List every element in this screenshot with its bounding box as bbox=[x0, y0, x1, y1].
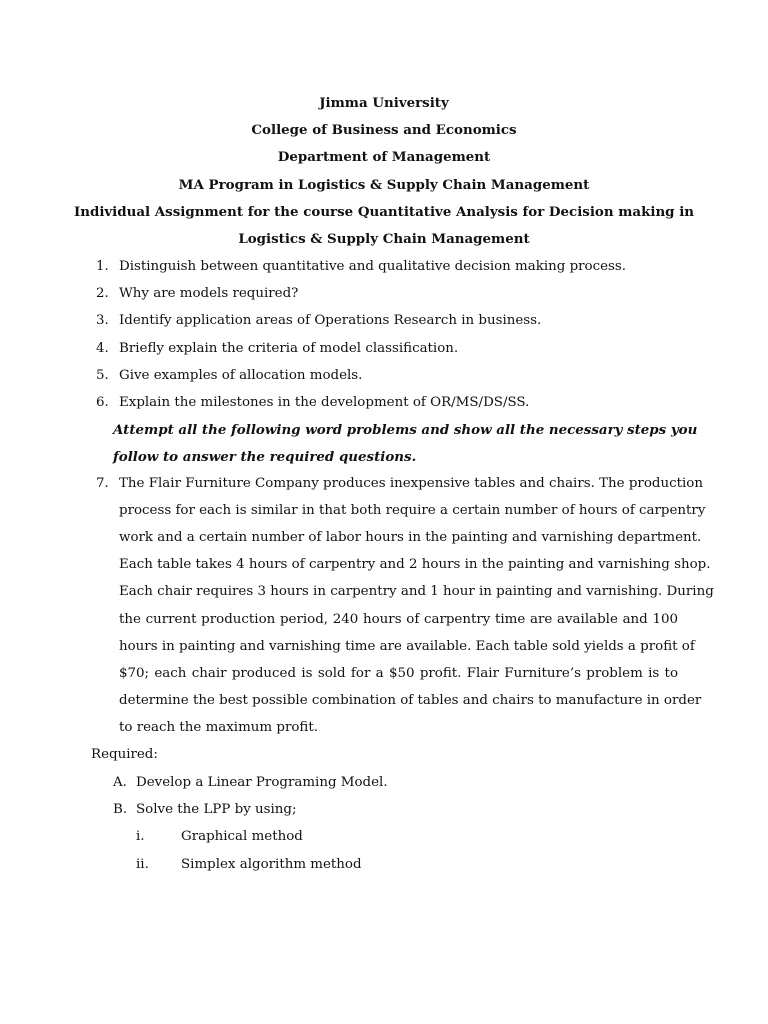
problem-line: process for each is similar in that both require a certain number of hours of carpentry bbox=[119, 503, 706, 518]
list-text: Give examples of allocation models. bbox=[119, 368, 363, 383]
list-text: Briefly explain the criteria of model classification. bbox=[119, 341, 459, 356]
required-letter: B. bbox=[113, 802, 128, 817]
problem-line: work and a certain number of labor hours in the painting and varnishing department. bbox=[119, 530, 702, 545]
problem-line: $70; each chair produced is sold for a $50 profit. Flair Furniture’s problem is to bbox=[119, 666, 678, 681]
required-letter: A. bbox=[113, 775, 127, 790]
required-item-text: Develop a Linear Programing Model. bbox=[136, 775, 388, 790]
department-name: Department of Management bbox=[277, 149, 491, 165]
list-text: Identify application areas of Operations Research in business. bbox=[119, 313, 542, 328]
problem-line: to reach the maximum profit. bbox=[119, 720, 318, 735]
list-number: 1. bbox=[96, 259, 109, 274]
college-name: College of Business and Economics bbox=[251, 122, 517, 138]
program-name: MA Program in Logistics & Supply Chain Management bbox=[178, 177, 590, 193]
required-label: Required: bbox=[91, 747, 158, 762]
university-name: Jimma University bbox=[319, 95, 449, 111]
list-number: 6. bbox=[96, 395, 109, 410]
list-number: 5. bbox=[96, 368, 109, 383]
list-number: 3. bbox=[96, 313, 109, 328]
problem-line: determine the best possible combination of tables and chairs to manufacture in order bbox=[119, 693, 702, 708]
required-item-text: Solve the LPP by using; bbox=[136, 802, 297, 817]
problem-number: 7. bbox=[96, 476, 109, 491]
problem-line: The Flair Furniture Company produces inexpensive tables and chairs. The production bbox=[119, 476, 703, 491]
problem-line: hours in painting and varnishing time are available. Each table sold yields a profit of bbox=[119, 639, 695, 654]
list-number: 4. bbox=[96, 341, 109, 356]
instruction-line1: Attempt all the following word problems and show all the necessary steps you bbox=[113, 422, 698, 438]
assignment-title-line1: Individual Assignment for the course Quantitative Analysis for Decision making in bbox=[73, 204, 695, 220]
problem-line: Each chair requires 3 hours in carpentry and 1 hour in painting and varnishing. During bbox=[119, 584, 714, 599]
list-number: 2. bbox=[96, 286, 109, 301]
assignment-title-line2: Logistics & Supply Chain Management bbox=[238, 231, 530, 247]
method-text: Simplex algorithm method bbox=[181, 857, 362, 872]
problem-line: the current production period, 240 hours of carpentry time are available and 100 bbox=[119, 612, 678, 627]
problem-line: Each table takes 4 hours of carpentry and 2 hours in the painting and varnishing shop. bbox=[119, 557, 711, 572]
method-text: Graphical method bbox=[181, 829, 303, 844]
list-text: Distinguish between quantitative and qualitative decision making process. bbox=[119, 259, 627, 274]
method-roman: ii. bbox=[136, 857, 149, 872]
method-roman: i. bbox=[136, 829, 145, 844]
list-text: Explain the milestones in the development of OR/MS/DS/SS. bbox=[119, 395, 530, 410]
list-text: Why are models required? bbox=[119, 286, 299, 301]
instruction-line2: follow to answer the required questions. bbox=[113, 449, 417, 465]
